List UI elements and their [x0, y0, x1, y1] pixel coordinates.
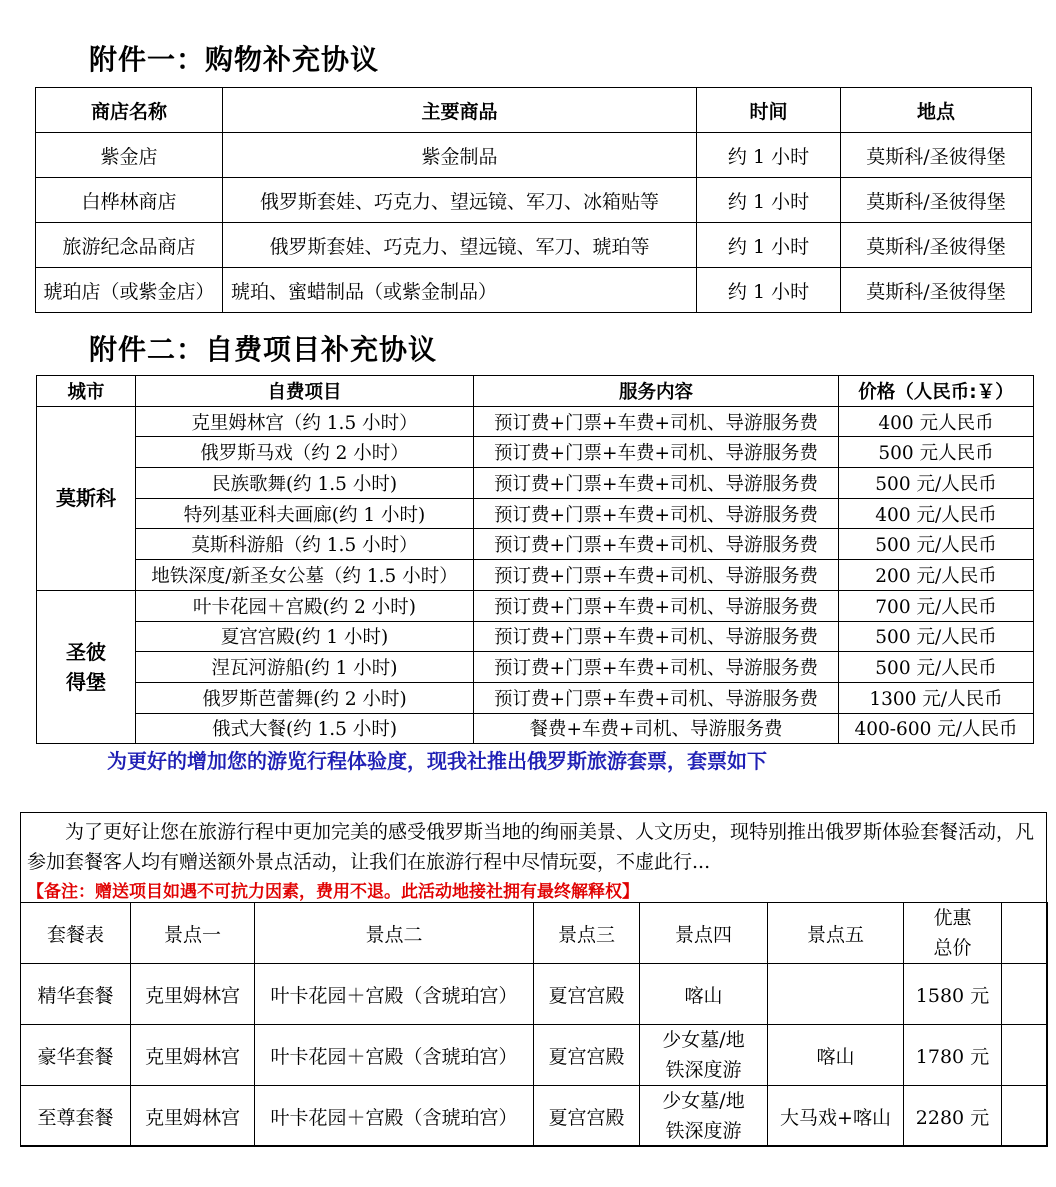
table-cell	[1002, 1086, 1048, 1147]
table-cell: 莫斯科游船（约 1.5 小时）	[136, 529, 474, 560]
intro-text: 为了更好让您在旅游行程中更加完美的感受俄罗斯当地的绚丽美景、人文历史，现特别推出俄罗斯体验套餐活动，凡参加套餐客人均有赠送额外景点活动，让我们在旅游行程中尽情玩耍，不虚此行...	[27, 821, 1035, 873]
table-row	[37, 713, 1034, 744]
table-cell: 俄罗斯套娃、巧克力、望远镜、军刀、琥珀等	[223, 223, 697, 268]
table-cell: 500 元/人民币	[839, 652, 1034, 683]
header-cell: 景点一	[131, 903, 255, 964]
table-cell: 喀山	[640, 964, 768, 1025]
table-row	[36, 178, 1032, 223]
shopping-table	[35, 87, 1032, 313]
table-row	[37, 406, 1034, 437]
table-cell	[640, 1086, 768, 1147]
table-row	[37, 621, 1034, 652]
header-cell	[1002, 903, 1048, 964]
header-cell: 商店名称	[36, 88, 223, 133]
table-cell: 预订费+门票+车费+司机、导游服务费	[474, 498, 839, 529]
table-cell: 叶卡花园＋宫殿（含琥珀宫）	[255, 964, 534, 1025]
table-row	[36, 268, 1032, 313]
table-row	[37, 529, 1034, 560]
table-cell: 俄罗斯芭蕾舞(约 2 小时)	[136, 682, 474, 713]
table-cell: 特列基亚科夫画廊(约 1 小时)	[136, 498, 474, 529]
header-cell: 景点三	[534, 903, 640, 964]
table-row	[21, 964, 1048, 1025]
table-cell: 餐费+车费+司机、导游服务费	[474, 713, 839, 744]
header-cell: 景点四	[640, 903, 768, 964]
table-cell: 克里姆林宫	[131, 1086, 255, 1147]
table-cell: 俄罗斯套娃、巧克力、望远镜、军刀、冰箱贴等	[223, 178, 697, 223]
table-cell: 豪华套餐	[21, 1025, 131, 1086]
table-cell: 约 1 小时	[697, 223, 841, 268]
table-cell: 俄式大餐(约 1.5 小时)	[136, 713, 474, 744]
table-row	[37, 682, 1034, 713]
table-cell: 莫斯科/圣彼得堡	[841, 223, 1032, 268]
table-cell: 预订费+门票+车费+司机、导游服务费	[474, 590, 839, 621]
table-cell	[1002, 1025, 1048, 1086]
table-cell: 700 元/人民币	[839, 590, 1034, 621]
cell-text: 少女墓/地 铁深度游	[662, 1090, 745, 1142]
header-cell: 服务内容	[474, 376, 839, 407]
table-cell	[768, 964, 904, 1025]
table-cell: 500 元人民币	[839, 437, 1034, 468]
table-row	[37, 437, 1034, 468]
table-cell: 预订费+门票+车费+司机、导游服务费	[474, 621, 839, 652]
table-cell: 精华套餐	[21, 964, 131, 1025]
package-box	[20, 812, 1047, 1146]
table-cell: 克里姆林宫	[131, 1025, 255, 1086]
header-label: 优惠 总价	[933, 907, 972, 959]
table-header-row	[21, 903, 1048, 964]
header-cell: 价格（人民币:￥）	[839, 376, 1034, 407]
cell-text: 少女墓/地 铁深度游	[662, 1029, 745, 1081]
attachment1-title: 附件一：购物补充协议	[89, 43, 380, 76]
package-table	[20, 902, 1048, 1147]
table-cell: 莫斯科/圣彼得堡	[841, 133, 1032, 178]
attachment2-title: 附件二：自费项目补充协议	[89, 333, 438, 366]
table-row	[36, 133, 1032, 178]
table-cell: 克里姆林宫	[131, 964, 255, 1025]
table-cell: 旅游纪念品商店	[36, 223, 223, 268]
header-cell: 景点二	[255, 903, 534, 964]
table-row	[37, 590, 1034, 621]
table-header-row	[37, 376, 1034, 407]
promo-line: 为更好的增加您的游览行程体验度，现我社推出俄罗斯旅游套票，套票如下	[107, 749, 767, 773]
table-cell: 预订费+门票+车费+司机、导游服务费	[474, 652, 839, 683]
city-cell-st-petersburg	[37, 590, 136, 743]
table-cell: 约 1 小时	[697, 133, 841, 178]
table-row	[37, 468, 1034, 499]
table-cell: 预订费+门票+车费+司机、导游服务费	[474, 529, 839, 560]
table-cell: 琥珀店（或紫金店）	[36, 268, 223, 313]
header-cell: 时间	[697, 88, 841, 133]
table-cell: 预订费+门票+车费+司机、导游服务费	[474, 560, 839, 591]
table-cell: 夏宫宫殿(约 1 小时)	[136, 621, 474, 652]
table-cell: 400 元人民币	[839, 406, 1034, 437]
table-cell: 预订费+门票+车费+司机、导游服务费	[474, 406, 839, 437]
table-cell: 民族歌舞(约 1.5 小时)	[136, 468, 474, 499]
table-cell	[1002, 964, 1048, 1025]
table-cell: 2280 元	[904, 1086, 1002, 1147]
table-cell	[640, 1025, 768, 1086]
table-cell: 约 1 小时	[697, 178, 841, 223]
table-cell: 琥珀、蜜蜡制品（或紫金制品）	[223, 268, 697, 313]
city-cell-moscow: 莫斯科	[37, 406, 136, 590]
table-cell: 克里姆林宫（约 1.5 小时）	[136, 406, 474, 437]
table-cell: 夏宫宫殿	[534, 1025, 640, 1086]
table-cell: 预订费+门票+车费+司机、导游服务费	[474, 437, 839, 468]
table-row	[37, 498, 1034, 529]
table-cell: 叶卡花园＋宫殿（含琥珀宫）	[255, 1086, 534, 1147]
table-cell: 白桦林商店	[36, 178, 223, 223]
header-cell	[904, 903, 1002, 964]
table-cell: 预订费+门票+车费+司机、导游服务费	[474, 468, 839, 499]
header-cell: 自费项目	[136, 376, 474, 407]
table-row	[21, 1025, 1048, 1086]
table-cell: 莫斯科/圣彼得堡	[841, 268, 1032, 313]
table-cell: 约 1 小时	[697, 268, 841, 313]
table-row	[36, 223, 1032, 268]
table-cell: 地铁深度/新圣女公墓（约 1.5 小时）	[136, 560, 474, 591]
table-cell: 喀山	[768, 1025, 904, 1086]
table-cell: 500 元/人民币	[839, 468, 1034, 499]
table-cell: 大马戏+喀山	[768, 1086, 904, 1147]
package-note: 【备注：赠送项目如遇不可抗力因素，费用不退。此活动地接社拥有最终解释权】	[27, 882, 639, 902]
table-row	[37, 560, 1034, 591]
table-cell: 紫金店	[36, 133, 223, 178]
table-cell: 叶卡花园＋宫殿（含琥珀宫）	[255, 1025, 534, 1086]
table-row	[37, 652, 1034, 683]
optional-tours-table	[36, 375, 1034, 744]
table-cell: 预订费+门票+车费+司机、导游服务费	[474, 682, 839, 713]
table-cell: 紫金制品	[223, 133, 697, 178]
table-row	[21, 1086, 1048, 1147]
table-cell: 叶卡花园＋宫殿(约 2 小时)	[136, 590, 474, 621]
table-cell: 200 元/人民币	[839, 560, 1034, 591]
table-cell: 莫斯科/圣彼得堡	[841, 178, 1032, 223]
header-cell: 主要商品	[223, 88, 697, 133]
table-cell: 至尊套餐	[21, 1086, 131, 1147]
table-cell: 1780 元	[904, 1025, 1002, 1086]
table-cell: 夏宫宫殿	[534, 1086, 640, 1147]
table-cell: 1580 元	[904, 964, 1002, 1025]
table-cell: 400-600 元/人民币	[839, 713, 1034, 744]
header-cell: 景点五	[768, 903, 904, 964]
table-header-row	[36, 88, 1032, 133]
package-intro	[27, 817, 1041, 907]
header-cell: 套餐表	[21, 903, 131, 964]
header-cell: 城市	[37, 376, 136, 407]
table-cell: 500 元/人民币	[839, 529, 1034, 560]
table-cell: 涅瓦河游船(约 1 小时)	[136, 652, 474, 683]
header-cell: 地点	[841, 88, 1032, 133]
table-cell: 400 元/人民币	[839, 498, 1034, 529]
table-cell: 夏宫宫殿	[534, 964, 640, 1025]
table-cell: 500 元/人民币	[839, 621, 1034, 652]
city-name: 圣彼 得堡	[66, 640, 106, 695]
table-cell: 1300 元/人民币	[839, 682, 1034, 713]
table-cell: 俄罗斯马戏（约 2 小时）	[136, 437, 474, 468]
